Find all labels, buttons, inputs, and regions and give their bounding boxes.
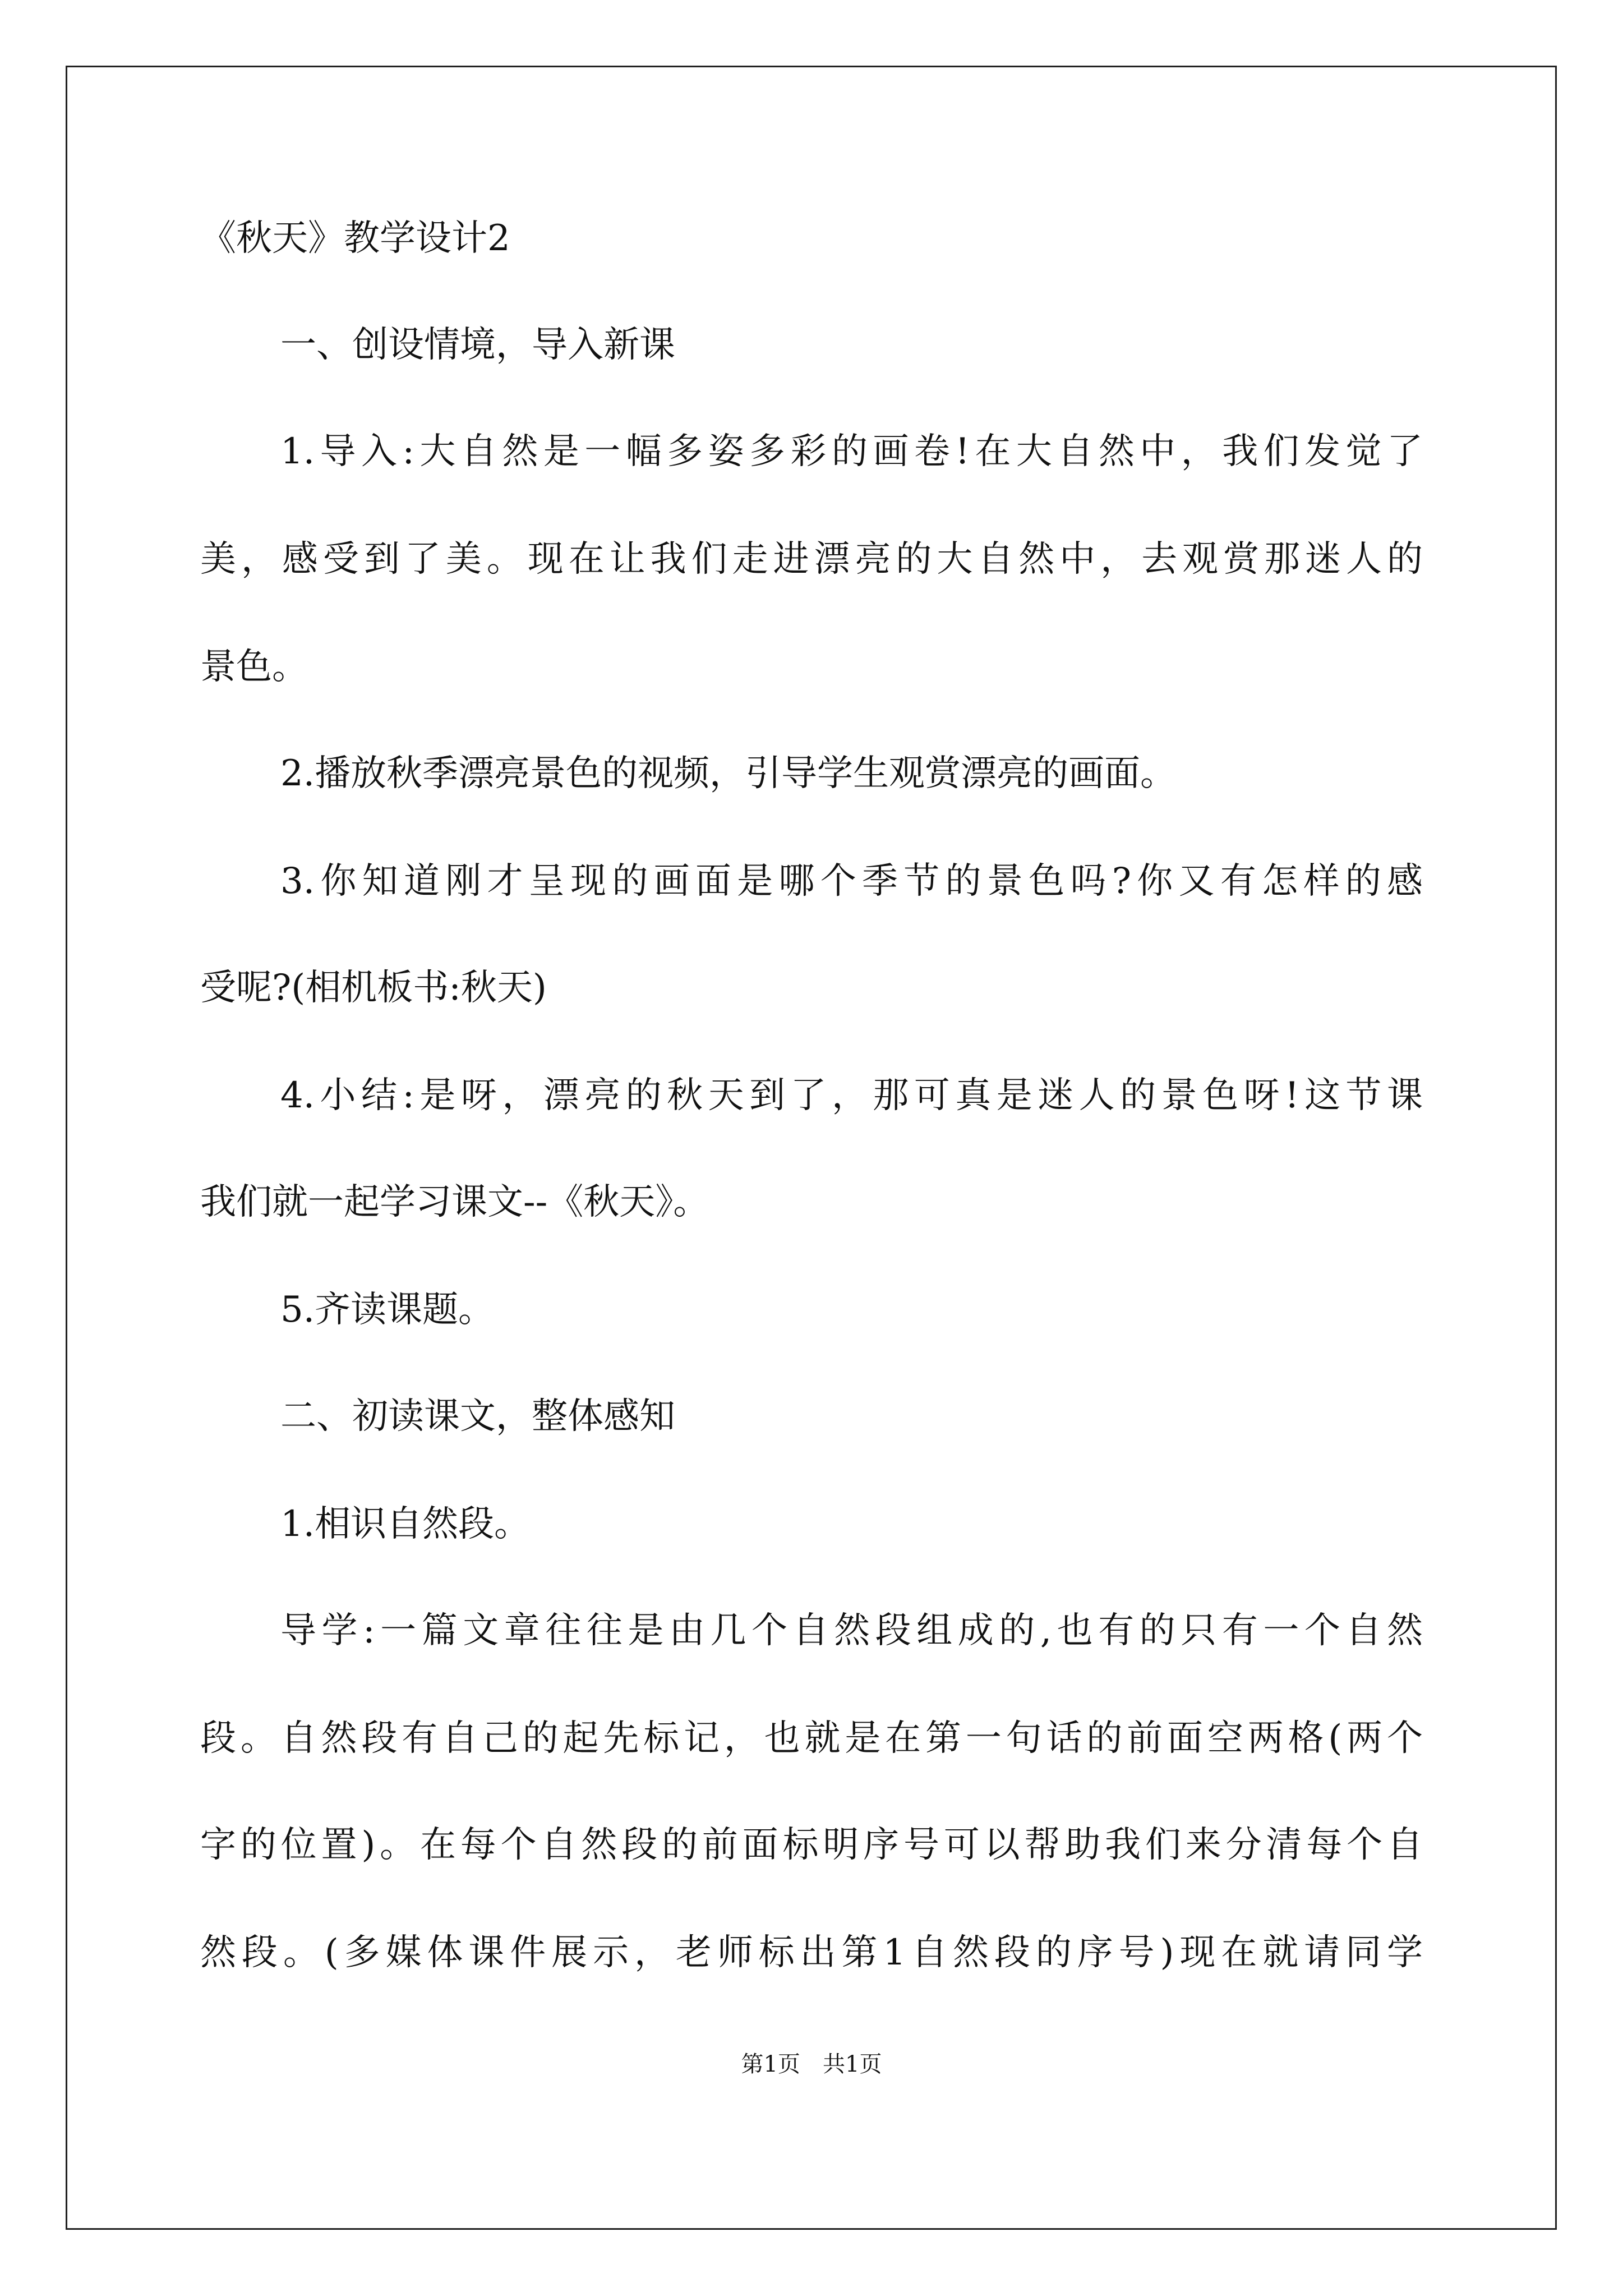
paragraph-line: 4.小结:是呀，漂亮的秋天到了，那可真是迷人的景色呀!这节课 [280, 1075, 1423, 1116]
paragraph-line: 美，感受到了美。现在让我们走进漂亮的大自然中，去观赏那迷人的 [200, 539, 1423, 580]
paragraph-line: 5.齐读课题。 [280, 1289, 495, 1331]
paragraph-line: 3.你知道刚才呈现的画面是哪个季节的景色吗?你又有怎样的感 [280, 861, 1423, 902]
paragraph-line: 我们就一起学习课文--《秋天》。 [200, 1181, 709, 1223]
paragraph-line: 1.导入:大自然是一幅多姿多彩的画卷!在大自然中，我们发觉了 [280, 431, 1423, 472]
page-border [66, 66, 1557, 2230]
paragraph-line: 景色。 [200, 646, 308, 688]
paragraph-line: 然段。(多媒体课件展示，老师标出第1自然段的序号)现在就请同学 [200, 1932, 1423, 1973]
paragraph-line: 受呢?(相机板书:秋天) [200, 967, 547, 1009]
paragraph-line: 导学:一篇文章往往是由几个自然段组成的,也有的只有一个自然 [280, 1610, 1423, 1651]
page-number: 第1页 共1页 [741, 2051, 882, 2077]
paragraph-line: 字的位置)。在每个自然段的前面标明序号可以帮助我们来分清每个自 [200, 1824, 1423, 1866]
document-title: 《秋天》教学设计2 [200, 218, 510, 259]
section-heading: 二、初读课文，整体感知 [280, 1396, 675, 1437]
paragraph-line: 段。自然段有自己的起先标记，也就是在第一句话的前面空两格(两个 [200, 1718, 1423, 1759]
section-heading: 一、创设情境，导入新课 [280, 324, 675, 366]
paragraph-line: 1.相识自然段。 [280, 1503, 531, 1545]
paragraph-line: 2.播放秋季漂亮景色的视频，引导学生观赏漂亮的画面。 [280, 753, 1177, 794]
